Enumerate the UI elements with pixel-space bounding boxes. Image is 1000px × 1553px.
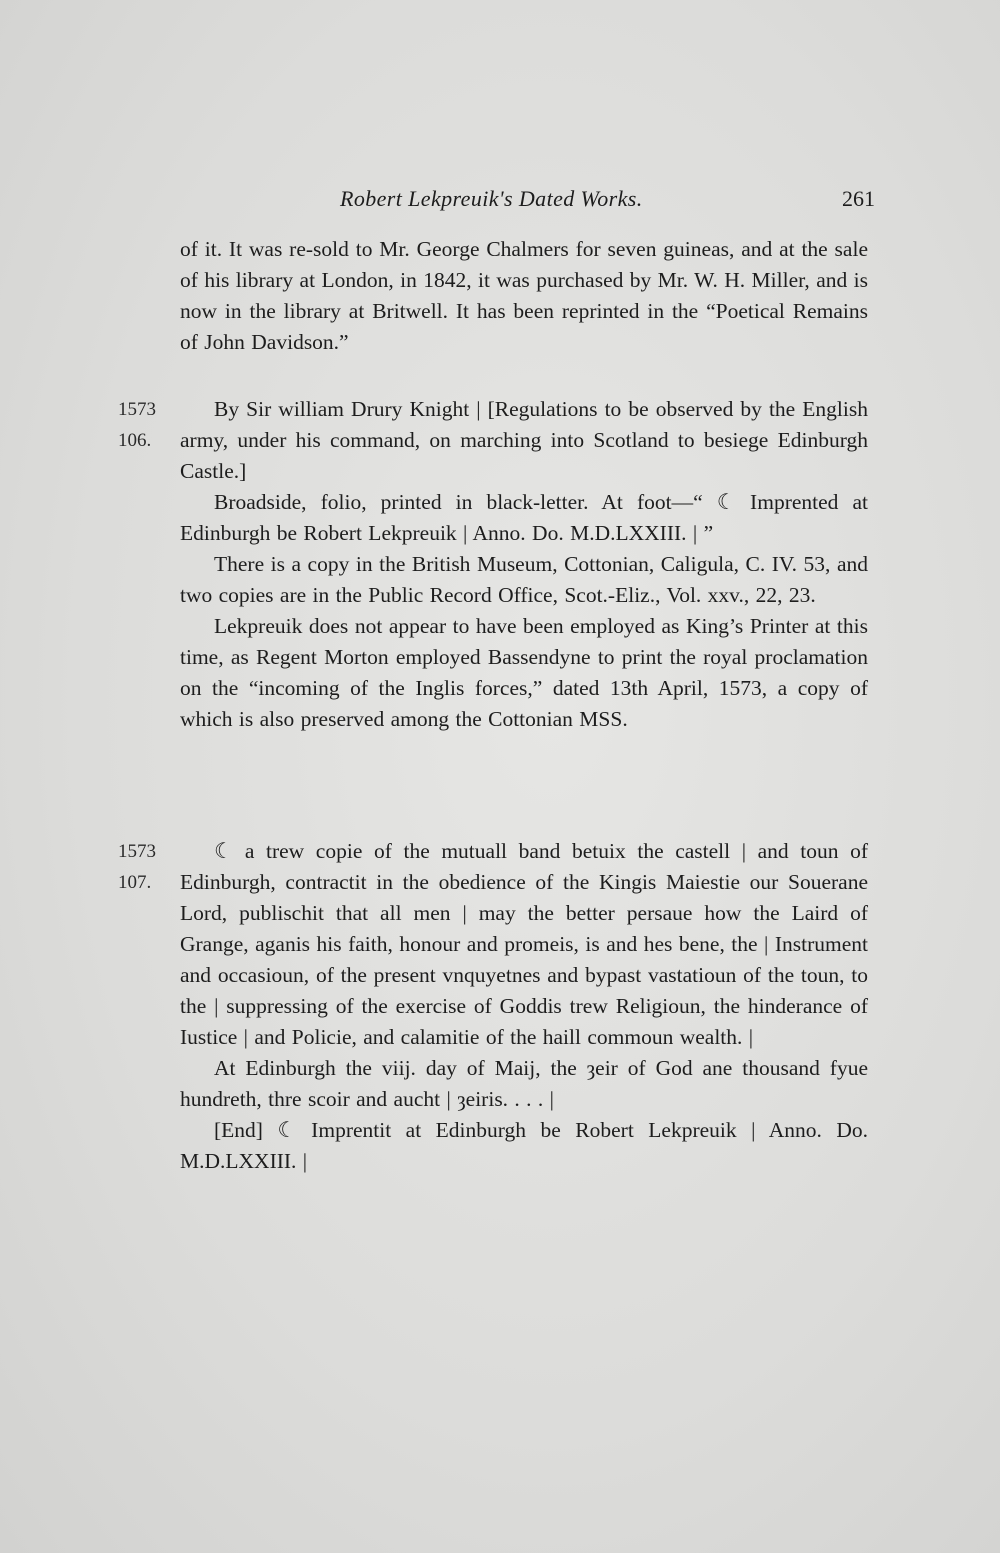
- entry-106-copies: There is a copy in the British Museum, Cottonian, Caligula, C. IV. 53, and two copies are in the Public Record Office, Scot.-Eliz., Vol. xxv., 22, 23.: [180, 552, 868, 607]
- entry-107-date-line: At Edinburgh the viij. day of Maij, the ȝeir of God ane thousand fyue hundreth, thre scoir and aucht | ȝeiris. . . . |: [180, 1056, 868, 1111]
- entry-107-year: 1573: [118, 841, 156, 862]
- page-number: 261: [842, 186, 875, 211]
- entry-107-title: ☾ a trew copie of the mutuall band betuix the castell | and toun of Edinburgh, contractit in the obedience of the Kingis Maiestie our Souerane Lord, publischit that all men | may the better persaue how the Laird of Grange, aganis his faith, honour and promeis, is and hes bene, the | Instrument and occasioun, of the present vnquyetnes and bypast vastatioun of the toun, to the | suppressing of the exercise of Goddis trew Religioun, the hinderance of Iustice | and Policie, and calamitie of the haill commoun wealth. |: [180, 839, 868, 1049]
- entry-107-colophon: [End] ☾ Imprentit at Edinburgh be Robert Lekpreuik | Anno. Do. M.D.LXXIII. |: [180, 1118, 868, 1173]
- continuation-paragraph: of it. It was re-sold to Mr. George Chalmers for seven guineas, and at the sale of his library at London, in 1842, it was purchased by Mr. W. H. Miller, and is now in the library at Britwell. It has been reprinted in the “Poetical Remains of John Davidson.”: [180, 237, 868, 354]
- entry-106-description: Broadside, folio, printed in black-letter. At foot—“ ☾ Imprented at Edinburgh be Robert Lekpreuik | Anno. Do. M.D.LXXIII. | ”: [180, 490, 868, 545]
- entry-107-margin-note: [118, 836, 178, 898]
- entry-106-number: 106.: [118, 430, 152, 451]
- entry-107-number: 107.: [118, 872, 152, 893]
- entry-106-year: 1573: [118, 399, 156, 420]
- entry-106-margin-note: [118, 394, 178, 456]
- continuation-block: [180, 234, 868, 358]
- entry-106: [180, 394, 868, 735]
- entry-107: [180, 836, 868, 1177]
- running-head: [340, 186, 875, 220]
- running-title: Robert Lekpreuik's Dated Works.: [340, 186, 643, 211]
- entry-106-note: Lekpreuik does not appear to have been employed as King’s Printer at this time, as Regent Morton employed Bassendyne to print the royal proclamation on the “incoming of the Inglis forces,” dated 13th April, 1573, a copy of which is also preserved among the Cottonian MSS.: [180, 614, 868, 731]
- entry-106-title: By Sir william Drury Knight | [Regulations to be observed by the English army, under his command, on marching into Scotland to besiege Edinburgh Castle.]: [180, 397, 868, 483]
